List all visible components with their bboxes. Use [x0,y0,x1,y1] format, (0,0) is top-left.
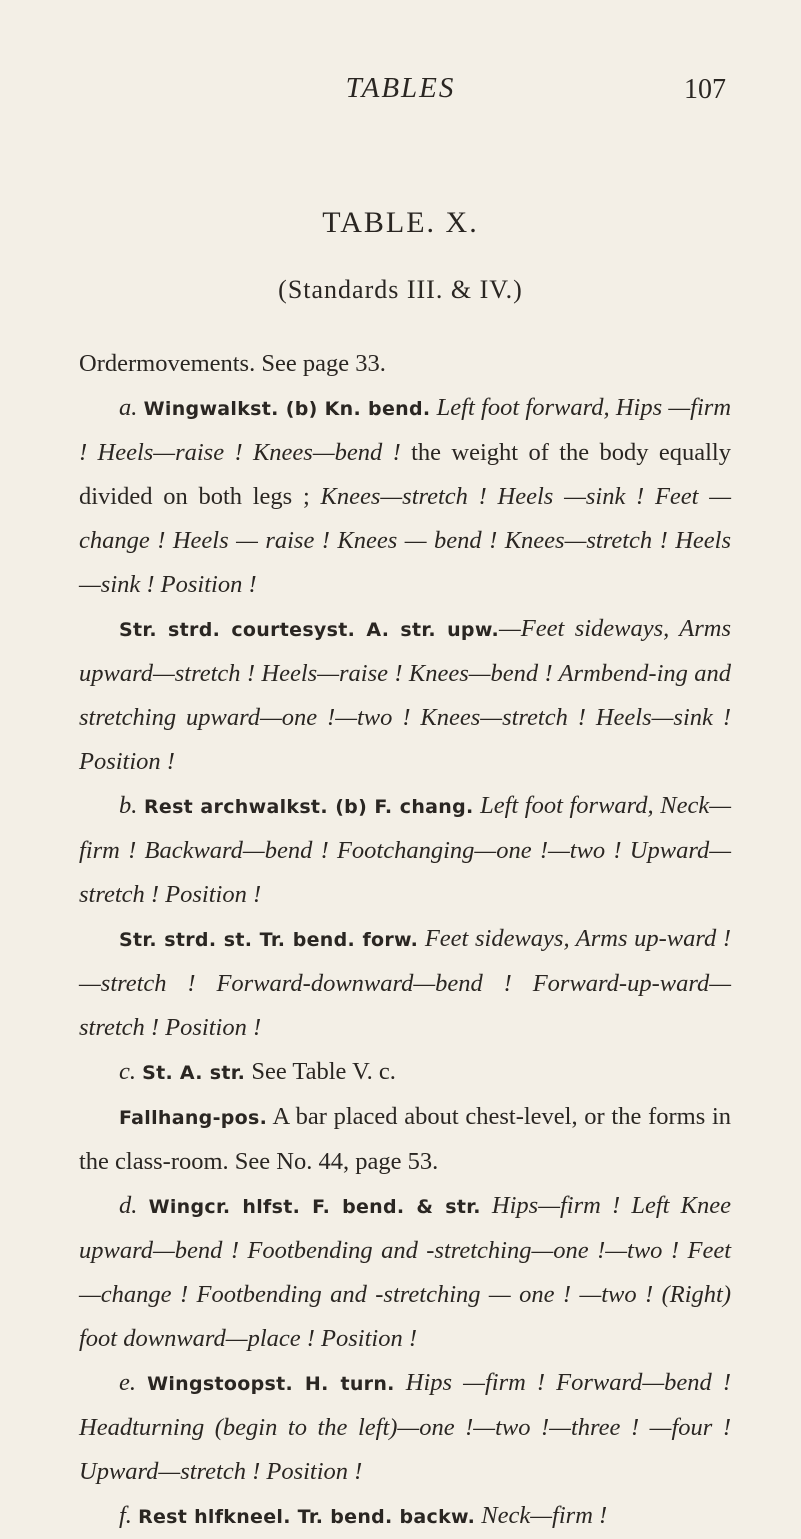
exercise-letter: f. [119,1502,132,1529]
page-number: 107 [684,74,726,105]
exercise-letter: c. [119,1058,136,1085]
exercise-heading: St. A. str. [142,1062,246,1084]
exercise-e [79,1361,731,1494]
command-text: —Feet sideways, Arms upward—stretch ! Heels—raise ! Knees—bend ! Armbend-ing and stretching upward—one !—two ! Knees—stretch ! Heels—sink ! Position ! [79,615,732,775]
table-subtitle: (Standards III. & IV.) [278,275,523,304]
exercise-letter: b. [119,792,138,819]
command-text: Hips—firm ! Left Knee upward—bend ! Footbending and -stretching—one !—two ! Feet—change ! Footbending and -stretching — one ! —two ! (Right) foot downward—place ! Position ! [79,1192,732,1352]
table-title: TABLE. X. [322,206,479,239]
command-text: Left foot forward, Neck—firm ! Backward—bend ! Footchanging—one !—two ! Upward—stretch ! Position ! [79,792,731,908]
command-text: Hips —firm ! Forward—bend ! Headturning (begin to the left)—one !—two !—three ! —four ! Upward—stretch ! Position ! [79,1369,732,1485]
exercise-heading: Str. strd. courtesyst. A. str. upw. [119,619,499,641]
exercise-letter: a. [119,394,138,421]
command-text: Neck—firm ! [481,1502,608,1529]
exercise-heading: Wingwalkst. (b) Kn. bend. [143,398,431,420]
running-title: TABLES [345,72,456,104]
note-text: A bar placed about chest-level, or the forms in the class-room. See No. 44, page 53. [79,1103,732,1175]
exercise-letter: e. [119,1369,136,1396]
command-text: Knees—stretch ! Heels —sink ! Feet — change ! Heels — raise ! Knees — bend ! Knees—stretch ! Heels—sink ! Position ! [79,483,731,598]
exercise-b [79,784,731,917]
exercise-letter: d. [119,1192,138,1219]
command-text: Left foot forward, Hips —firm ! Heels—raise ! Knees—bend ! [79,394,732,466]
exercise-heading: Str. strd. st. Tr. bend. forw. [119,929,419,951]
exercise-heading: Wingcr. hlfst. F. bend. & str. [148,1196,481,1218]
exercise-b-continued [79,917,731,1050]
intro-paragraph: Ordermovements. See page 33. [79,350,386,377]
exercise-heading: Rest archwalkst. (b) F. chang. [143,796,474,818]
page-body [79,342,731,1539]
reference-text: See Table V. c. [251,1058,396,1085]
exercise-a-continued [79,607,731,784]
exercise-heading: Rest hlfkneel. Tr. bend. backw. [138,1506,476,1528]
note-text: the weight of the body equally divided on both legs ; [79,439,731,510]
exercise-heading: Fallhang-pos. [119,1107,268,1129]
exercise-d [79,1184,731,1361]
exercise-a [79,386,731,607]
command-text: Feet sideways, Arms up-ward !—stretch ! Forward-downward—bend ! Forward-up-ward—stretch ! Position ! [79,925,731,1041]
exercise-c [79,1050,731,1095]
exercise-heading: Wingstoopst. H. turn. [147,1373,395,1395]
exercise-f [79,1494,731,1539]
exercise-c-continued [79,1095,731,1184]
